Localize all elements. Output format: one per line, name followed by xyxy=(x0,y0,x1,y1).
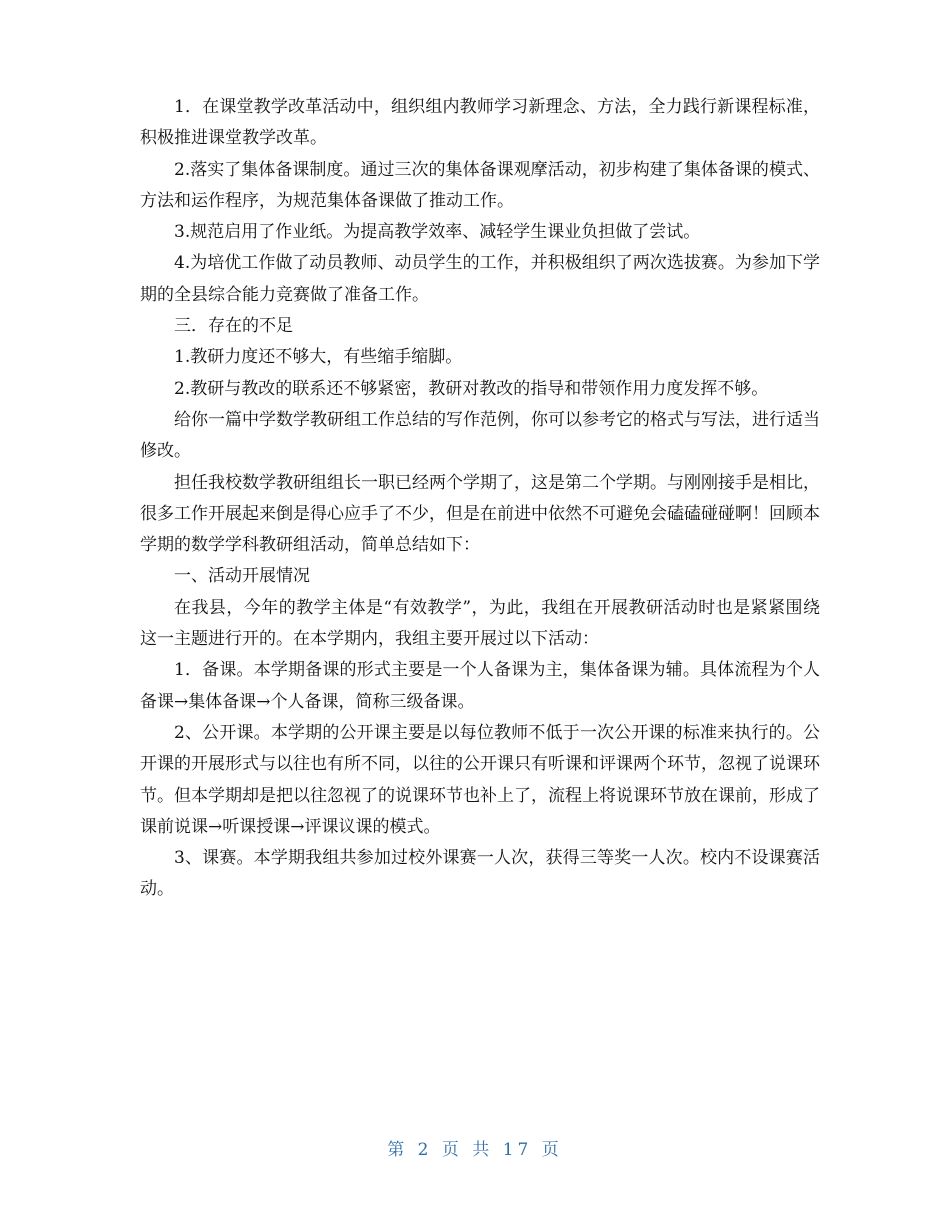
document-body xyxy=(140,92,820,906)
paragraph: 2.教研与教改的联系还不够紧密，教研对教改的指导和带领作用力度发挥不够。 xyxy=(174,378,769,399)
paragraph: 4.为培优工作做了动员教师、动员学生的工作，并积极组织了两次选拔赛。为参加下学期的全县综合能力竞赛做了准备工作。 xyxy=(140,253,820,305)
paragraph: 1.教研力度还不够大，有些缩手缩脚。 xyxy=(174,347,463,368)
page-number-footer: 第 2 页 共 17 页 xyxy=(387,1140,563,1160)
paragraph: 2.落实了集体备课制度。通过三次的集体备课观摩活动，初步构建了集体备课的模式、方法和运作程序，为规范集体备课做了推动工作。 xyxy=(140,159,820,211)
paragraph: 3、课赛。本学期我组共参加过校外课赛一人次，获得三等奖一人次。校内不设课赛活动。 xyxy=(140,848,820,900)
paragraph: 担任我校数学教研组组长一职已经两个学期了，这是第二个学期。与刚刚接手是相比，很多工作开展起来倒是得心应手了不少，但是在前进中依然不可避免会磕磕碰碰啊！回顾本学期的数学学科教研组活动，简单总结如下： xyxy=(140,472,820,556)
paragraph: 1．在课堂教学改革活动中，组织组内教师学习新理念、方法，全力践行新课程标准，积极推进课堂教学改革。 xyxy=(140,97,820,149)
section-heading: 三．存在的不足 xyxy=(174,316,293,337)
paragraph: 给你一篇中学数学教研组工作总结的写作范例，你可以参考它的格式与写法，进行适当修改。 xyxy=(140,409,820,462)
paragraph: 在我县，今年的教学主体是“有效教学”，为此，我组在开展教研活动时也是紧紧围绕这一主题进行开的。在本学期内，我组主要开展过以下活动： xyxy=(140,597,820,650)
paragraph: 3.规范启用了作业纸。为提高教学效率、减轻学生课业负担做了尝试。 xyxy=(174,222,701,243)
paragraph: 2、公开课。本学期的公开课主要是以每位教师不低于一次公开课的标准来执行的。公开课的开展形式与以往也有所不同，以往的公开课只有听课和评课两个环节，忽视了说课环节。但本学期却是把以往忽视了的说课环节也补上了，流程上将说课环节放在课前，形成了课前说课→听课授课→评课议课的模式。 xyxy=(140,722,820,837)
paragraph: 1．备课。本学期备课的形式主要是一个人备课为主，集体备课为辅。具体流程为个人备课→集体备课→个人备课，简称三级备课。 xyxy=(140,660,820,712)
section-heading: 一、活动开展情况 xyxy=(174,566,310,587)
